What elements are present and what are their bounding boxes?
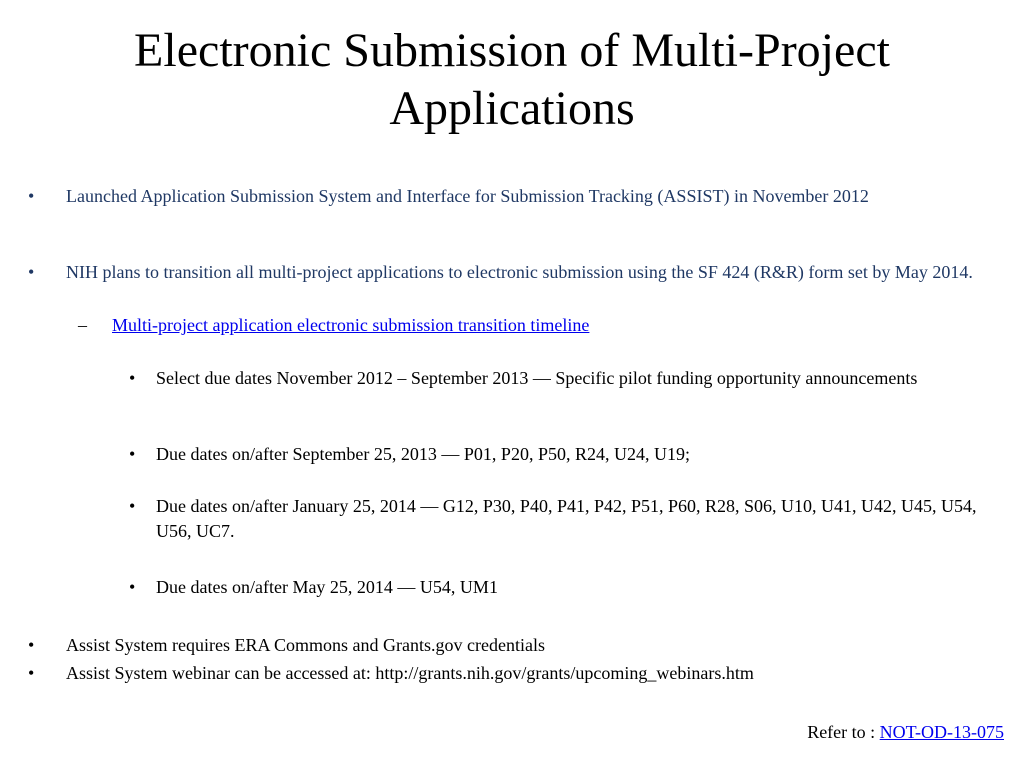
bullet-marker: • — [28, 663, 35, 683]
bullet-text: Assist System requires ERA Commons and Grants.gov credentials — [66, 635, 545, 655]
footer-prefix: Refer to : — [807, 722, 880, 742]
sub-sub-bullet-sept-2013 — [129, 442, 986, 467]
sub-bullet-timeline — [78, 313, 992, 338]
sub-sub-bullet-pilot-dates — [129, 366, 986, 391]
bullet-marker: • — [129, 368, 136, 388]
bullet-marker: • — [129, 577, 136, 597]
sub-sub-bullet-jan-2014 — [129, 494, 986, 544]
slide-title: Electronic Submission of Multi-Project Applications — [134, 24, 890, 135]
bullet-text: NIH plans to transition all multi-project applications to electronic submission using the SF 424 (R&R) form set by May 2014. — [66, 262, 973, 282]
bullet-marker: • — [28, 186, 35, 206]
bullet-credentials — [28, 633, 1011, 658]
footer-reference — [807, 720, 1004, 745]
timeline-link[interactable]: Multi-project application electronic submission transition timeline — [112, 315, 590, 335]
bullet-marker: • — [129, 496, 136, 516]
bullet-marker: • — [28, 635, 35, 655]
bullet-assist-launch — [28, 184, 1011, 209]
dash-marker: – — [78, 315, 87, 335]
bullet-text: Select due dates November 2012 – September 2013 — Specific pilot funding opportunity announcements — [156, 368, 918, 388]
notice-link[interactable]: NOT-OD-13-075 — [879, 722, 1004, 742]
bullet-marker: • — [129, 444, 136, 464]
bullet-text: Launched Application Submission System and Interface for Submission Tracking (ASSIST) in November 2012 — [66, 186, 869, 206]
bullet-marker: • — [28, 262, 35, 282]
bullet-text: Due dates on/after May 25, 2014 — U54, UM1 — [156, 577, 498, 597]
bullet-text: Due dates on/after September 25, 2013 — P01, P20, P50, R24, U24, U19; — [156, 444, 690, 464]
sub-sub-bullet-may-2014 — [129, 575, 986, 600]
bullet-text: Assist System webinar can be accessed at: http://grants.nih.gov/grants/upcoming_webinars.htm — [66, 663, 754, 683]
bullet-transition-plan — [28, 260, 1011, 285]
bullet-text: Due dates on/after January 25, 2014 — G12, P30, P40, P41, P42, P51, P60, R28, S06, U10, U41, U42, U45, U54, U56, UC7. — [156, 496, 977, 541]
bullet-webinar — [28, 661, 1011, 686]
